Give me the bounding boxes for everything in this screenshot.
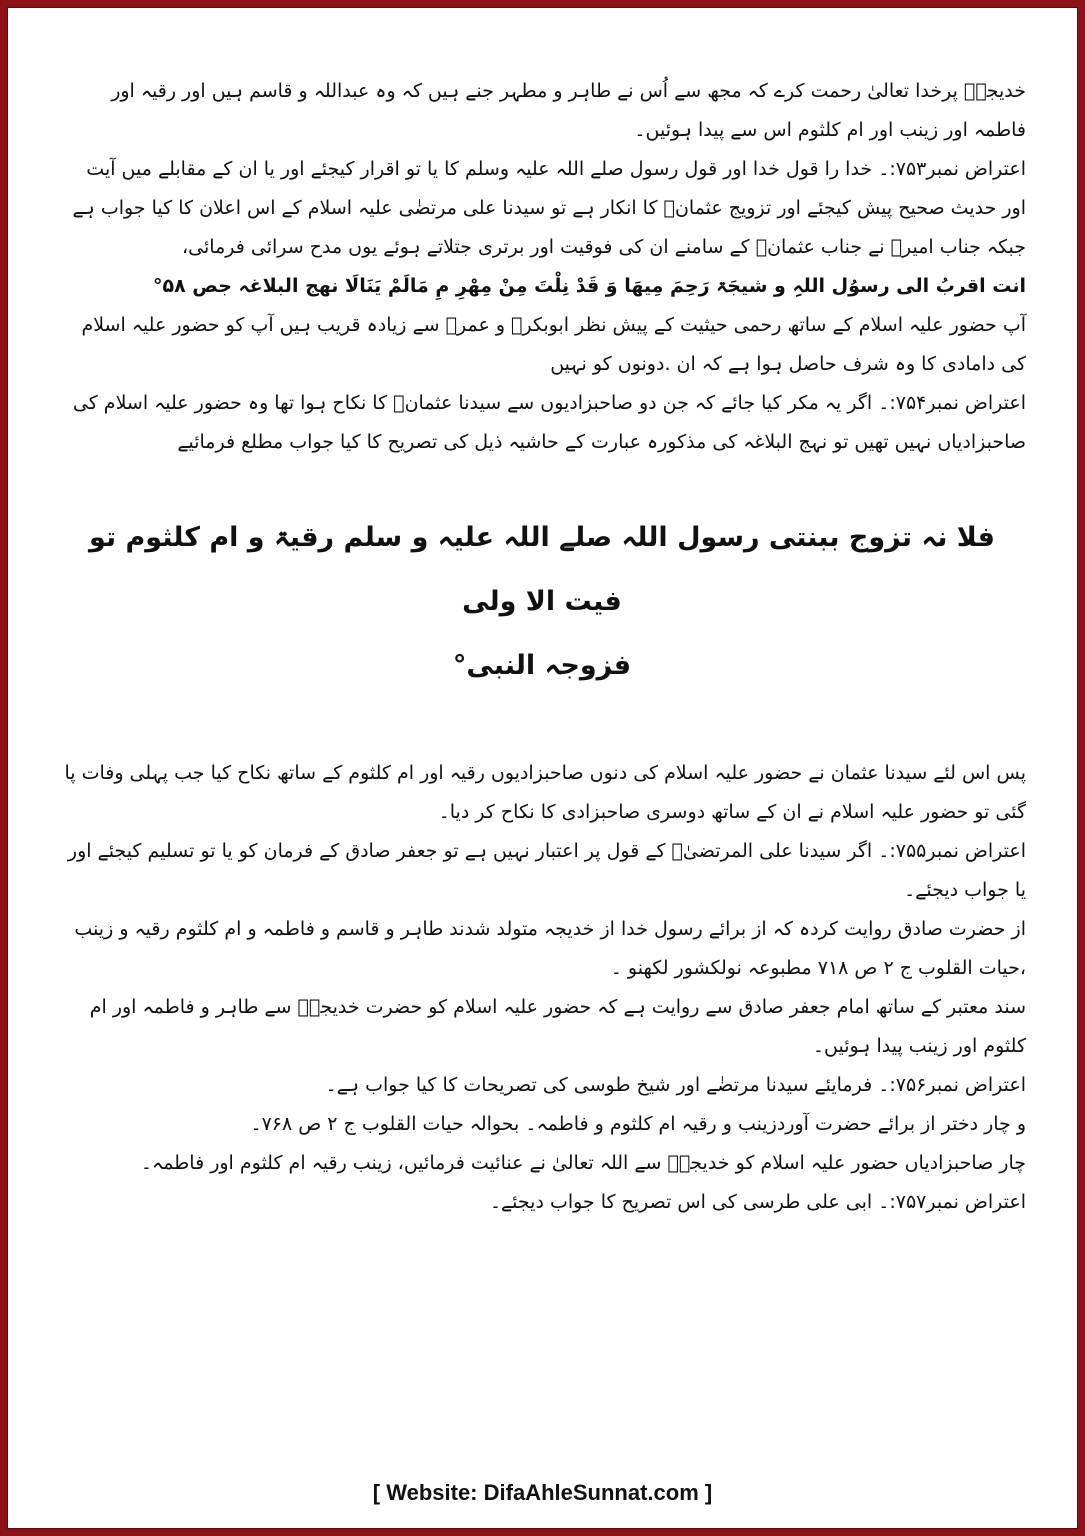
four-daughters-translation: چار صاحبزادیاں حضور علیہ اسلام کو خدیجہؓ سے اللہ تعالیٰ نے عنائیت فرمائیں، زینب رقیہ ام کلثوم اور فاطمہ۔ [140,1152,1026,1174]
narration-translation: سند معتبر کے ساتھ امام جعفر صادق سے روایت ہے کہ حضور علیہ اسلام کو حضرت خدیجہؓ سے طاہر و فاطمہ اور ام کلثوم اور زینب پیدا ہوئیں۔ [89,996,1026,1057]
objection-754: اعتراض نمبر۷۵۴:۔ اگر یہ مکر کیا جائے کہ جن دو صاحبزادیوں سے سیدنا عثمانؓ کا نکاح ہوا تھا وہ حضور علیہ اسلام کی صاحبزادیاں نہیں تھیں تو نہج البلاغہ کی مذکورہ عبارت کے حاشیہ ذیل کی تصریح کا کیا جواب مطلع فرمائیے [72,392,1026,453]
quote-line-2: فزوجہ النبی° [452,650,632,681]
objection-757: اعتراض نمبر۷۵۷:۔ ابی علی طرسی کی اس تصریح کا جواب دیجئے۔ [489,1191,1026,1213]
paragraph-khadija-children: خدیجہؓ پرخدا تعالیٰ رحمت کرے کہ مجھ سے اُس نے طاہر و مطہر جنے ہیں کہ وہ عبداللہ و قاسم ہیں اور رقیہ اور فاطمہ اور زینب اور ام کلثوم اس سے پیدا ہوئیں۔ [111,80,1026,141]
objection-753: اعتراض نمبر۷۵۳:۔ خدا را قول خدا اور قول رسول صلے اللہ علیہ وسلم کا یا تو اقرار کیجئے اور یا ان کے مقابلے میں آیت اور حدیث صحیح پیش کیجئے اور تزویج عثمانؓ کا انکار ہے تو سیدنا علی مرتضٰی علیہ اسلام کے اس اعلان کا کیا جواب ہے جبکہ جناب امیرؓ نے جناب عثمانؓ کے سامنے ان کی فوقیت اور برتری جتلاتے ہوئے یوں مدح سرائی فرمائی، [72,158,1026,258]
objection-756: اعتراض نمبر۷۵۶:۔ فرمایئے سیدنا مرتضٰے اور شیخ طوسی کی تصریحات کا کیا جواب ہے۔ [325,1074,1026,1096]
arabic-block-quote [58,506,1026,698]
nahj-quote-arabic: انت اقربُ الی رسوُل اللہِ و شیجَۃ رَحِمَ مِیھَا وَ قَدْ نِلْتَ مِنْ مِھْرِ مِ مَالَمْ یَنَالَا نھج البلاغہ جص ۵۸° [152,275,1026,297]
website-footer: [ Website: DifaAhleSunnat.com ] [372,1480,713,1505]
nahj-quote-translation: آپ حضور علیہ اسلام کے ساتھ رحمی حیثیت کے پیش نظر ابوبکرؓ و عمرؓ سے زیادہ قریب ہیں آپ کو حضور علیہ اسلام کی دامادی کا وہ شرف حاصل ہوا ہے کہ ان .دونوں کو نہیں [81,314,1026,375]
objection-755: اعتراض نمبر۷۵۵:۔ اگر سیدنا علی المرتضیٰؓ کے قول پر اعتبار نہیں ہے تو جعفر صادق کے فرمان کو یا تو تسلیم کیجئے اور یا جواب دیجئے۔ [67,840,1026,901]
persian-four-daughters: و چار دختر از برائے حضرت آوردزینب و رقیہ ام کلثوم و فاطمہ۔ بحوالہ حیات القلوب ج ۲ ص ۷۶۸۔ [250,1113,1026,1135]
quote-line-1: فلا نہ تزوج ببنتی رسول اللہ صلے اللہ علیہ و سلم رقیۃ و ام کلثوم تو فیت الا ولی [89,522,995,617]
persian-narration-sadiq: از حضرت صادق روایت کردہ کہ از برائے رسول خدا از خدیجہ متولد شدند طاہر و قاسم و فاطمہ و ام کلثوم رقیہ و زینب ،حیات القلوب ج ۲ ص ۷۱۸ مطبوعہ نولکشور لکھنو ۔ [74,918,1026,979]
paragraph-uthman-marriage: پس اس لئے سیدنا عثمان نے حضور علیہ اسلام کی دنوں صاحبزادیوں رقیہ اور ام کلثوم کے ساتھ نکاح کیا جب پہلی وفات پا گئی تو حضور علیہ اسلام نے ان کے ساتھ دوسری صاحبزادی کا نکاح کر دیا۔ [64,762,1026,823]
document-body [58,72,1026,1222]
